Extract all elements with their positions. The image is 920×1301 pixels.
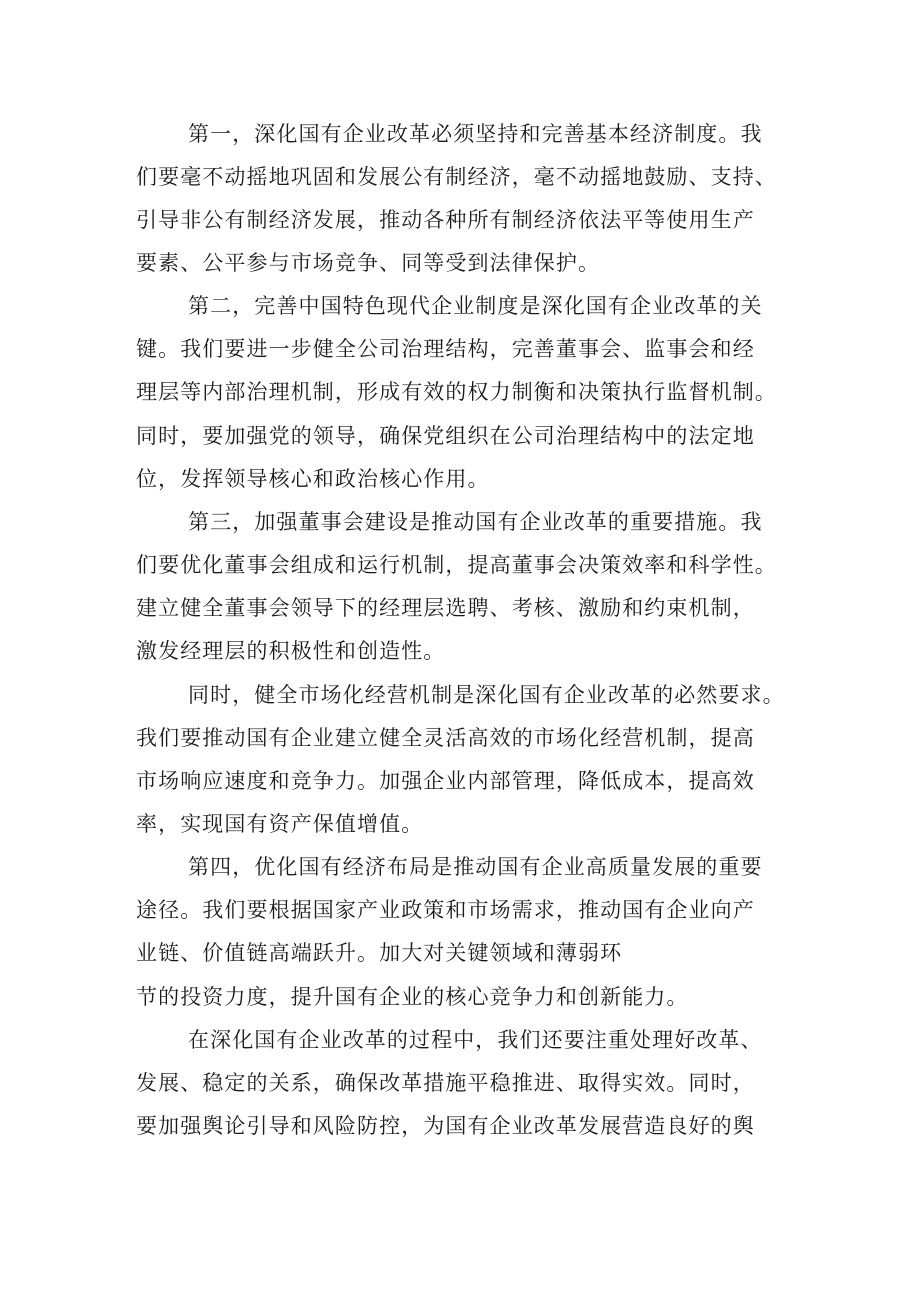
paragraph-6-line-3: 要加强舆论引导和风险防控，为国有企业改革发展营造良好的舆: [136, 1114, 755, 1138]
paragraph-3-line-4: 激发经理层的积极性和创造性。: [136, 639, 446, 663]
paragraph-5-line-3: 业链、价值链高端跃升。加大对关键领域和薄弱环: [136, 941, 623, 965]
paragraph-4-line-1: 同时，健全市场化经营机制是深化国有企业改革的必然要求。: [188, 683, 785, 707]
paragraph-2-line-4: 同时，要加强党的领导，确保党组织在公司治理结构中的法定地: [136, 424, 755, 448]
paragraph-6-line-2: 发展、稳定的关系，确保改革措施平稳推进、取得实效。同时，: [136, 1071, 755, 1095]
paragraph-2-line-2: 键。我们要进一步健全公司治理结构，完善董事会、监事会和经: [136, 337, 755, 361]
paragraph-1-line-4: 要素、公平参与市场竞争、同等受到法律保护。: [136, 251, 601, 275]
paragraph-4-line-2: 我们要推动国有企业建立健全灵活高效的市场化经营机制，提高: [136, 726, 755, 750]
paragraph-2-line-3: 理层等内部治理机制，形成有效的权力制衡和决策执行监督机制。: [136, 380, 777, 404]
paragraph-1-line-3: 引导非公有制经济发展，推动各种所有制经济依法平等使用生产: [136, 208, 755, 232]
paragraph-5-line-2: 途径。我们要根据国家产业政策和市场需求，推动国有企业向产: [136, 898, 755, 922]
paragraph-2-line-1: 第二，完善中国特色现代企业制度是深化国有企业改革的关: [188, 294, 763, 318]
paragraph-1-line-1: 第一，深化国有企业改革必须坚持和完善基本经济制度。我: [188, 122, 763, 146]
paragraph-6-line-1: 在深化国有企业改革的过程中，我们还要注重处理好改革、: [188, 1028, 763, 1052]
paragraph-5-line-4: 节的投资力度，提升国有企业的核心竞争力和创新能力。: [136, 985, 689, 1009]
paragraph-4-line-4: 率，实现国有资产保值增值。: [136, 812, 424, 836]
paragraph-4-line-3: 市场响应速度和竞争力。加强企业内部管理，降低成本，提高效: [136, 769, 755, 793]
paragraph-3-line-1: 第三，加强董事会建设是推动国有企业改革的重要措施。我: [188, 510, 763, 534]
paragraph-3-line-3: 建立健全董事会领导下的经理层选聘、考核、激励和约束机制，: [136, 596, 755, 620]
paragraph-3-line-2: 们要优化董事会组成和运行机制，提高董事会决策效率和科学性。: [136, 553, 777, 577]
paragraph-1-line-2: 们要毫不动摇地巩固和发展公有制经济，毫不动摇地鼓励、支持、: [136, 165, 777, 189]
paragraph-2-line-5: 位，发挥领导核心和政治核心作用。: [136, 467, 490, 491]
paragraph-5-line-1: 第四，优化国有经济布局是推动国有企业高质量发展的重要: [188, 855, 763, 879]
